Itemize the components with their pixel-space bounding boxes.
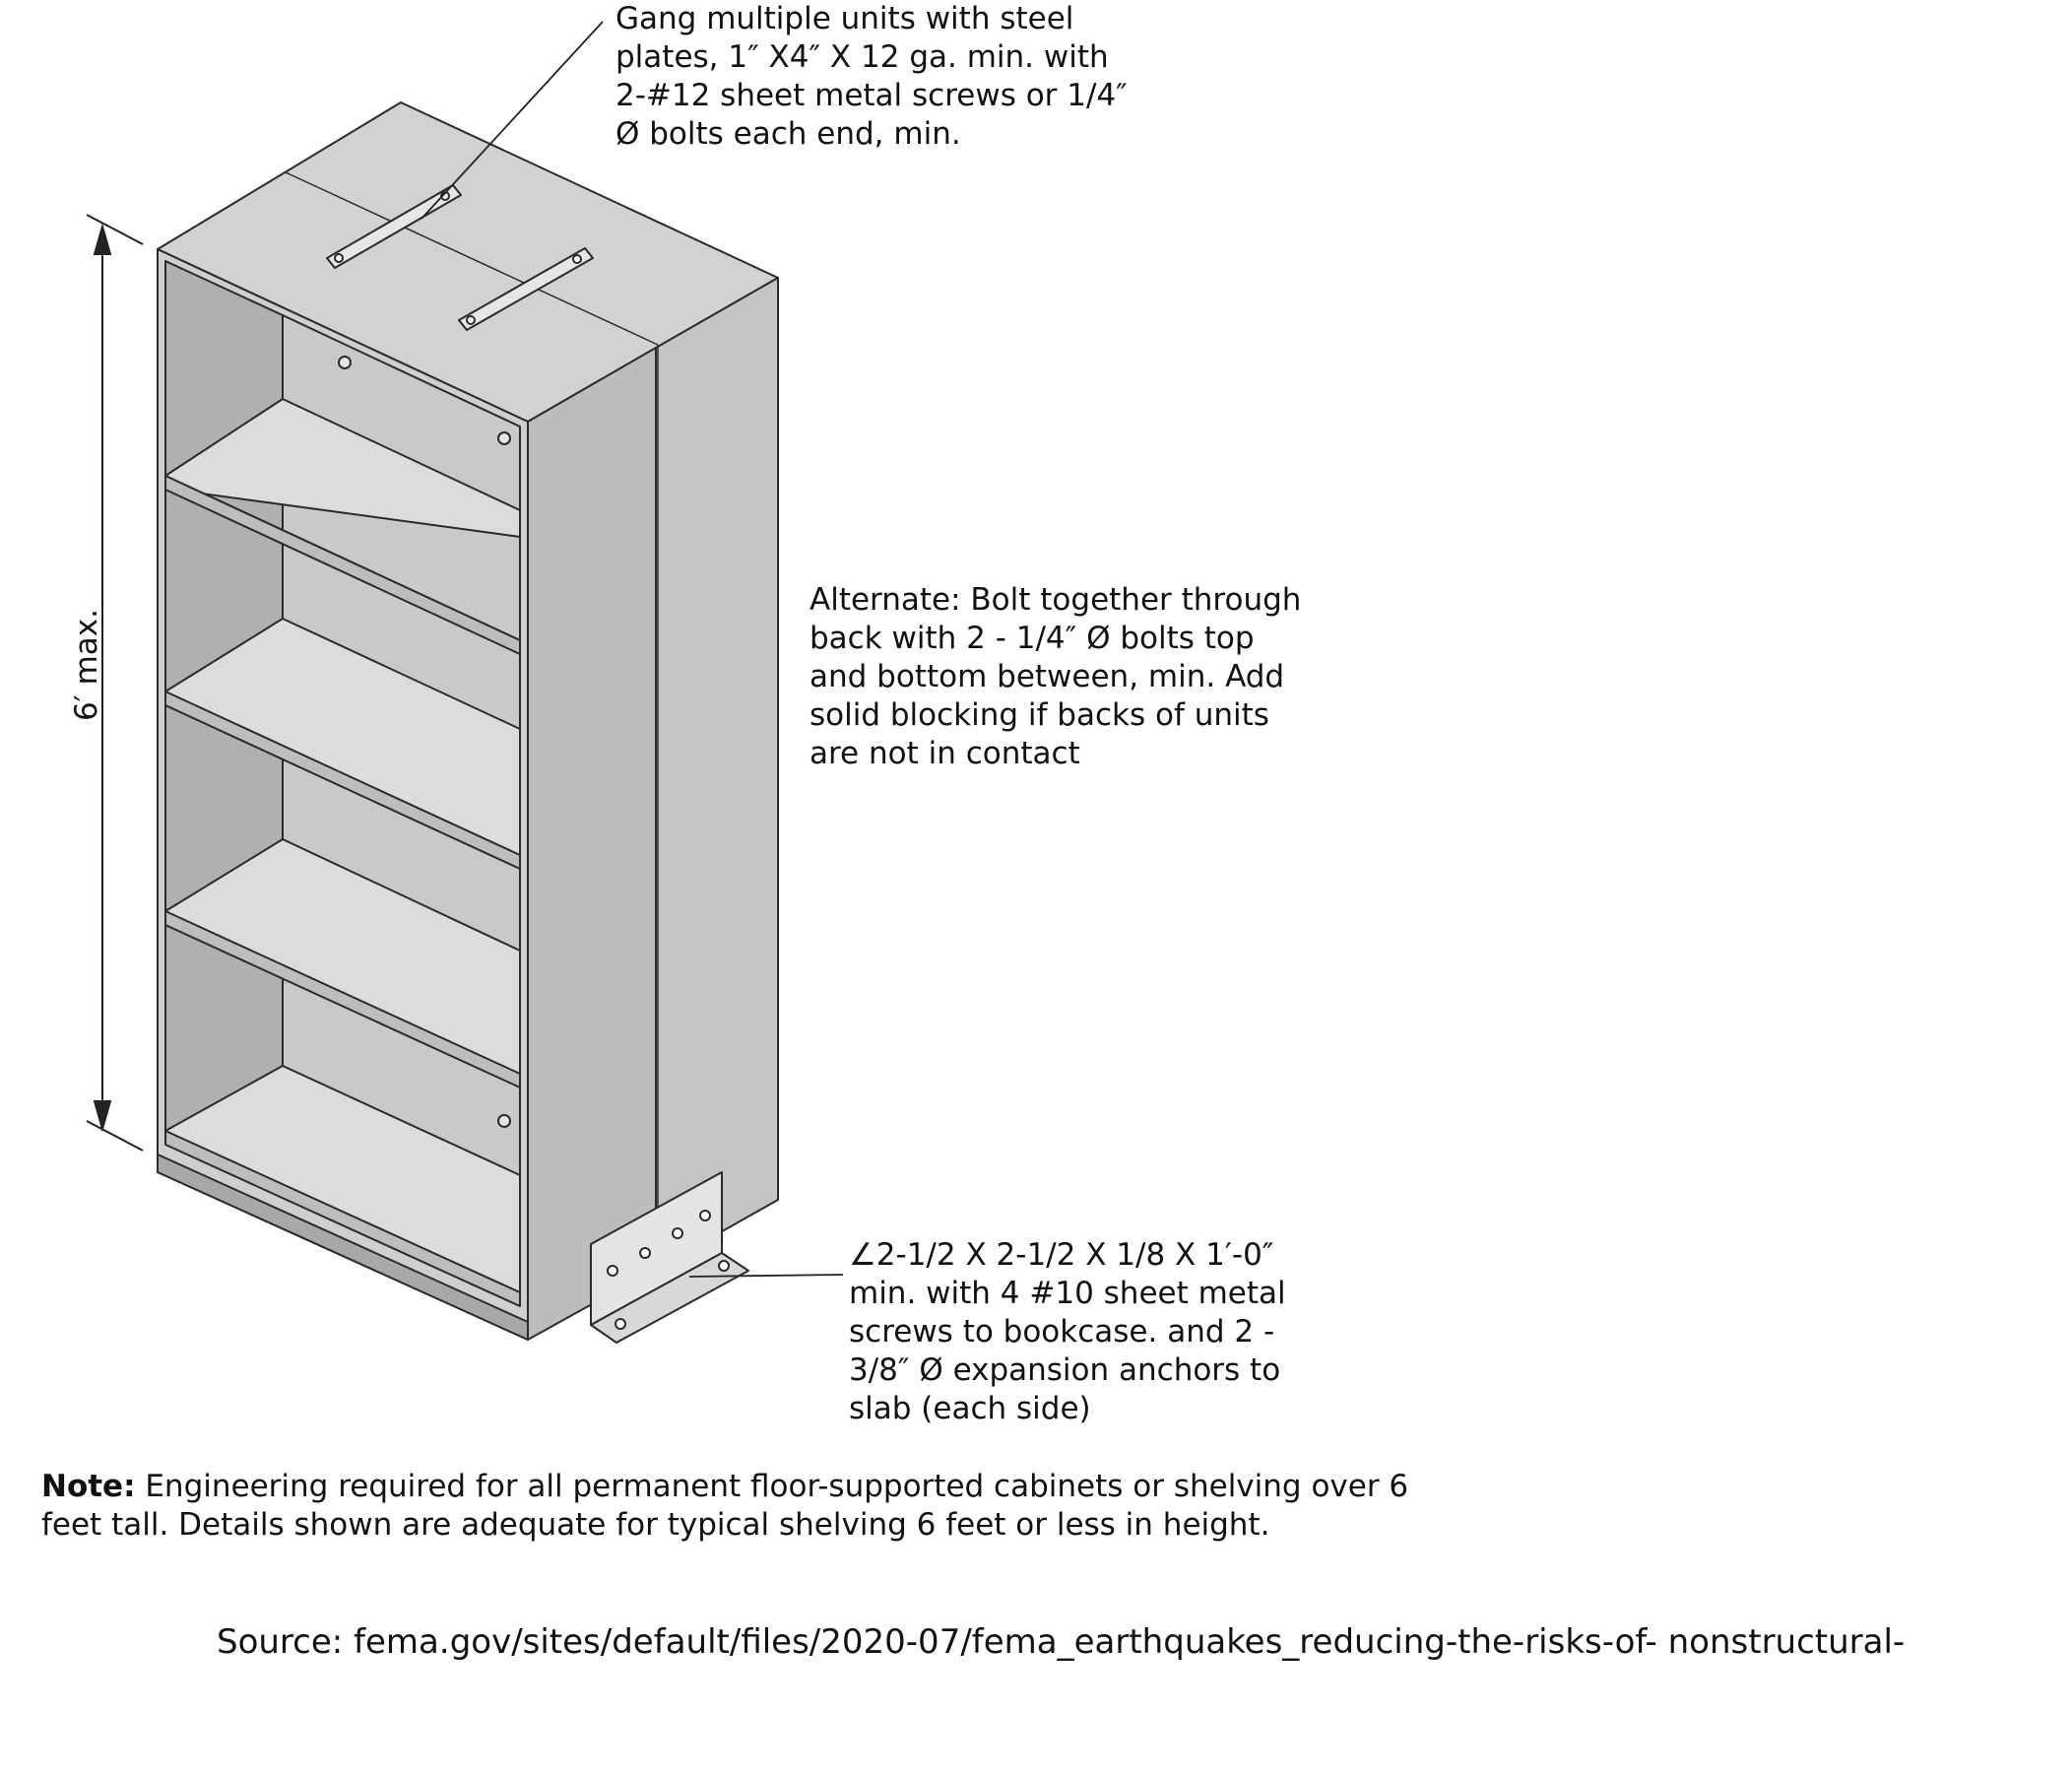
callout-line: plates, 1″ X4″ X 12 ga. min. with: [615, 39, 1109, 75]
dimension-arrow-top: [95, 227, 110, 254]
callout-line: 3/8″ Ø expansion anchors to: [849, 1352, 1281, 1388]
alternate-bolting-callout: [809, 581, 1301, 773]
callout-line: min. with 4 #10 sheet metal: [849, 1276, 1286, 1311]
callout-line: and bottom between, min. Add: [809, 659, 1285, 694]
screw-dot: [498, 1115, 510, 1127]
callout-line: screws to bookcase. and 2 -: [849, 1314, 1275, 1350]
callout-line: back with 2 - 1/4″ Ø bolts top: [809, 621, 1255, 656]
callout-line: are not in contact: [809, 736, 1080, 771]
dimension-extension-bottom: [87, 1121, 143, 1151]
note-text-line-1: Engineering required for all permanent floor-supported cabinets or shelving over 6: [145, 1469, 1409, 1504]
back-unit-side: [656, 278, 778, 1269]
callout-line: Ø bolts each end, min.: [615, 116, 961, 152]
dimension-arrow-bottom: [95, 1101, 110, 1129]
screw-dot: [339, 357, 351, 368]
callout-line: 2-#12 sheet metal screws or 1/4″: [615, 78, 1128, 113]
callout-line: ∠2-1/2 X 2-1/2 X 1/8 X 1′-0″: [849, 1237, 1274, 1273]
callout-line: slab (each side): [849, 1391, 1091, 1426]
note-label: Note:: [41, 1469, 136, 1504]
gang-plates-callout: [615, 0, 1128, 154]
callout-line: Gang multiple units with steel: [615, 1, 1074, 36]
front-unit-side: [528, 348, 656, 1340]
note-text-line-2: feet tall. Details shown are adequate for typical shelving 6 feet or less in height.: [41, 1507, 1270, 1543]
callout-line: Alternate: Bolt together through: [809, 582, 1302, 618]
dimension-extension-top: [87, 215, 143, 244]
source-citation: Source: fema.gov/sites/default/files/2020-07/fema_earthquakes_reducing-the-risks-of- nonstructural-: [217, 1622, 1906, 1662]
angle-bracket-callout: [849, 1236, 1286, 1428]
engineering-note: [41, 1468, 1408, 1545]
screw-dot: [498, 432, 510, 444]
dimension-label: 6′ max.: [69, 608, 104, 722]
callout-line: solid blocking if backs of units: [809, 697, 1269, 733]
